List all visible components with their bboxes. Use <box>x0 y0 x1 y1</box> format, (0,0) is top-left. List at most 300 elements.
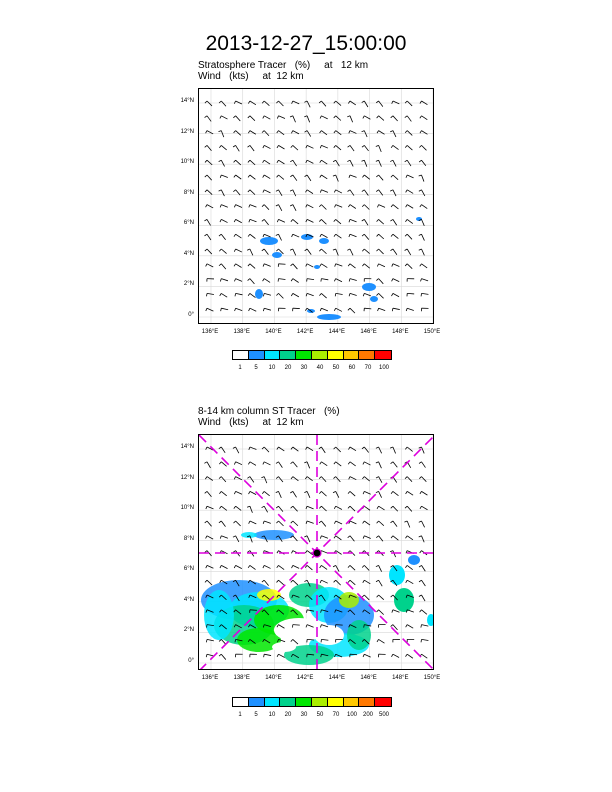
tracer-gap <box>314 625 344 645</box>
wind-barb <box>263 175 271 179</box>
colorbar-bin <box>296 698 312 706</box>
wind-barb <box>362 160 367 167</box>
lat-tick-label: 8°N <box>183 535 194 542</box>
wind-barb <box>291 279 298 283</box>
wind-barb <box>277 565 284 569</box>
colorbar-label: 70 <box>364 365 372 371</box>
wind-barb <box>278 264 285 267</box>
wind-barb <box>363 116 371 119</box>
wind-barb <box>333 249 338 256</box>
wind-barb <box>333 477 340 482</box>
wind-barb <box>220 175 228 178</box>
wind-barb <box>390 249 396 255</box>
wind-barb <box>319 447 325 453</box>
wind-barb <box>377 506 385 510</box>
colorbar-bin <box>359 698 375 706</box>
panel2-map <box>198 434 434 670</box>
wind-barb <box>420 116 427 120</box>
colorbar-bin <box>296 351 312 359</box>
wind-barb <box>290 175 297 181</box>
colorbar-bin <box>265 698 281 706</box>
wind-barb <box>219 264 226 269</box>
wind-barb <box>363 521 370 525</box>
tracer-patch <box>389 565 405 585</box>
main-title: 2013-12-27_15:00:00 <box>205 32 407 55</box>
wind-barb <box>263 521 271 524</box>
wind-barb <box>219 234 226 240</box>
wind-barb <box>291 536 298 541</box>
wind-barb <box>263 234 271 237</box>
wind-barb <box>249 447 257 450</box>
wind-barb <box>392 264 400 267</box>
tracer-patch <box>314 265 320 269</box>
lon-tick-label: 144°E <box>328 675 346 681</box>
wind-barb <box>248 462 256 466</box>
wind-barb <box>276 462 282 468</box>
wind-barb <box>234 175 241 179</box>
wind-barb <box>335 264 343 267</box>
wind-barb <box>362 447 369 452</box>
wind-barb <box>362 234 369 239</box>
colorbar-bin <box>280 351 296 359</box>
wind-barb <box>421 293 428 296</box>
wind-barb <box>319 521 326 526</box>
wind-barb <box>262 491 269 495</box>
wind-barb <box>363 580 371 584</box>
colorbar-label: 5 <box>254 365 258 371</box>
wind-barb <box>219 249 226 254</box>
wind-barb <box>249 205 257 208</box>
wind-barb <box>234 279 242 282</box>
wind-barb <box>377 219 384 224</box>
wind-barb <box>233 145 239 151</box>
wind-barb <box>319 249 326 254</box>
wind-barb <box>349 219 357 222</box>
wind-barb <box>420 506 428 510</box>
colorbar-bin <box>375 351 391 359</box>
wind-barb <box>320 565 327 569</box>
wind-barb <box>206 205 214 208</box>
wind-barb <box>419 145 426 150</box>
wind-barb <box>219 101 226 106</box>
wind-barb <box>390 551 395 557</box>
panel2-subtitle: Wind (kts) at 12 km <box>198 417 304 428</box>
wind-barb <box>291 264 298 269</box>
tracer-patch <box>427 614 434 626</box>
wind-barb <box>419 160 426 166</box>
wind-barb <box>236 654 243 657</box>
wind-barb <box>290 190 296 196</box>
wind-barb <box>219 190 225 196</box>
wind-barb <box>393 639 400 642</box>
colorbar-label: 100 <box>346 712 357 718</box>
tracer-patch <box>204 590 234 640</box>
wind-barb <box>292 234 300 237</box>
wind-barb <box>377 639 385 643</box>
wind-barb <box>305 249 312 255</box>
wind-barb <box>219 447 225 453</box>
wind-barb <box>306 205 314 208</box>
wind-barb <box>349 293 357 296</box>
wind-barb <box>319 293 326 298</box>
wind-barb <box>419 477 426 482</box>
wind-barb <box>205 116 212 122</box>
wind-barb <box>334 116 341 121</box>
wind-barb <box>304 491 310 497</box>
wind-barb <box>348 462 355 466</box>
wind-barb <box>305 175 311 181</box>
wind-barb <box>420 610 427 614</box>
wind-barb <box>362 477 369 481</box>
wind-barb <box>419 234 425 240</box>
wind-barb <box>405 264 412 269</box>
wind-barb <box>204 219 210 225</box>
wind-barb <box>376 565 382 571</box>
wind-barb <box>205 234 211 240</box>
wind-barb <box>348 205 355 209</box>
wind-barb <box>235 308 243 311</box>
wind-barb <box>405 654 412 658</box>
wind-barb <box>377 595 384 600</box>
wind-barb <box>235 293 242 296</box>
colorbar-bin <box>233 698 249 706</box>
wind-barb <box>349 521 357 524</box>
colorbar-label: 500 <box>378 712 389 718</box>
wind-barb <box>277 580 284 585</box>
wind-barb <box>405 101 412 106</box>
lon-tick-label: 138°E <box>233 329 250 335</box>
wind-barb <box>263 160 270 164</box>
wind-barb <box>391 536 398 540</box>
wind-barb <box>319 477 326 482</box>
wind-barb <box>378 308 386 311</box>
panel1-plot <box>199 89 434 324</box>
wind-barb <box>392 308 399 311</box>
wind-barb <box>335 205 343 208</box>
wind-barb <box>320 116 328 119</box>
wind-barb <box>206 639 213 642</box>
wind-barb <box>233 521 240 526</box>
wind-barb <box>262 205 269 210</box>
colorbar-bin <box>375 698 391 706</box>
wind-barb <box>406 625 414 629</box>
colorbar-bin <box>249 351 265 359</box>
wind-barb <box>262 447 269 452</box>
wind-barb <box>262 249 269 255</box>
wind-barb <box>362 565 369 570</box>
wind-barb <box>220 279 228 282</box>
wind-barb <box>391 462 398 467</box>
wind-barb <box>420 205 427 209</box>
wind-barb <box>277 131 284 135</box>
wind-barb <box>219 477 226 482</box>
wind-barb <box>219 654 226 659</box>
colorbar-label: 60 <box>348 365 356 371</box>
wind-barb <box>291 293 299 296</box>
wind-barb <box>320 264 328 268</box>
colorbar-bin <box>280 698 296 706</box>
wind-barb <box>291 506 298 511</box>
wind-barb <box>263 116 271 119</box>
wind-barb <box>348 145 355 151</box>
wind-barb <box>406 205 414 209</box>
wind-barb <box>233 116 240 121</box>
wind-barb <box>334 219 341 224</box>
wind-barb <box>377 205 385 208</box>
wind-barb <box>419 219 425 225</box>
panel2-title: 8-14 km column ST Tracer (%) <box>198 406 340 417</box>
colorbar-label: 1 <box>238 712 242 718</box>
lon-tick-label: 138°E <box>233 675 250 681</box>
wind-barb <box>249 521 257 524</box>
colorbar-label: 10 <box>268 365 276 371</box>
wind-barb <box>376 101 383 107</box>
wind-barb <box>390 219 396 225</box>
wind-barb <box>348 491 355 496</box>
wind-barb <box>419 190 425 196</box>
wind-barb <box>419 175 424 182</box>
wind-barb <box>348 565 355 570</box>
wind-barb <box>221 308 228 311</box>
wind-barb <box>391 234 398 238</box>
lon-tick-label: 144°E <box>328 329 346 335</box>
wind-barb <box>234 506 241 510</box>
wind-barb <box>391 506 398 511</box>
wind-barb <box>233 536 239 542</box>
wind-barb <box>392 279 400 282</box>
wind-barb <box>391 491 398 495</box>
wind-barb <box>206 308 214 311</box>
panel1-map <box>198 88 434 324</box>
wind-barb <box>304 116 309 123</box>
colorbar-label: 50 <box>316 712 324 718</box>
lat-tick-label: 6°N <box>183 566 194 573</box>
wind-barb <box>334 279 342 282</box>
lat-tick-label: 0° <box>188 312 194 318</box>
wind-barb <box>419 521 425 527</box>
wind-barb <box>333 175 338 181</box>
wind-barb <box>405 116 412 122</box>
wind-barb <box>263 462 271 465</box>
wind-barb <box>348 264 355 268</box>
wind-barb <box>234 491 242 494</box>
wind-barb <box>220 116 228 119</box>
wind-barb <box>390 160 396 166</box>
wind-barb <box>391 654 399 657</box>
lat-tick-label: 12°N <box>180 474 194 481</box>
wind-barb <box>248 293 255 297</box>
wind-barb <box>293 308 300 311</box>
wind-barb <box>205 477 212 481</box>
wind-barb <box>319 205 326 210</box>
wind-barb <box>420 491 428 495</box>
wind-barb <box>319 491 326 496</box>
colorbar-bin <box>328 698 344 706</box>
colorbar-label: 50 <box>332 365 340 371</box>
wind-barb <box>349 279 357 282</box>
wind-barb <box>304 462 309 469</box>
wind-barb <box>262 506 268 512</box>
wind-barb <box>290 160 296 166</box>
wind-barb <box>320 462 327 466</box>
wind-barb <box>406 190 414 194</box>
colorbar-label: 5 <box>254 712 258 718</box>
wind-barb <box>405 131 412 136</box>
wind-barb <box>248 234 255 238</box>
tracer-gap <box>272 642 296 652</box>
wind-barb <box>263 190 271 193</box>
wind-barb <box>291 219 298 224</box>
wind-barb <box>290 116 296 122</box>
wind-barb <box>333 565 339 571</box>
wind-barb <box>205 491 212 496</box>
wind-barb <box>291 521 298 526</box>
wind-barb <box>376 249 383 254</box>
wind-barb <box>349 477 357 480</box>
lat-tick-label: 14°N <box>180 444 194 450</box>
wind-barb <box>376 279 383 284</box>
wind-barb <box>263 565 271 568</box>
wind-barb <box>306 160 314 163</box>
wind-barb <box>206 565 214 568</box>
wind-barb <box>390 447 395 453</box>
lat-tick-label: 6°N <box>183 220 194 227</box>
wind-barb <box>379 625 386 628</box>
wind-barb <box>234 264 242 268</box>
colorbar-label: 10 <box>268 712 276 718</box>
wind-barb <box>405 536 412 540</box>
wind-barb <box>233 190 240 195</box>
colorbar-label: 40 <box>316 365 324 371</box>
wind-barb <box>349 175 357 178</box>
wind-barb <box>219 506 226 510</box>
wind-barb <box>218 131 223 138</box>
wind-barb <box>263 145 271 148</box>
wind-barb <box>406 491 414 495</box>
wind-barb <box>391 293 399 296</box>
wind-barb <box>234 477 242 480</box>
lon-tick-label: 150°E <box>423 675 441 681</box>
wind-barb <box>334 447 341 452</box>
wind-barb <box>305 190 312 194</box>
wind-barb <box>262 219 269 224</box>
wind-barb <box>290 205 296 211</box>
lon-tick-label: 142°E <box>296 329 314 335</box>
lon-tick-label: 142°E <box>296 675 314 681</box>
colorbar-bin <box>233 351 249 359</box>
colorbar-bin <box>344 698 360 706</box>
wind-barb <box>277 175 284 179</box>
wind-barb <box>306 506 314 509</box>
wind-barb <box>362 249 369 254</box>
wind-barb <box>349 131 357 134</box>
wind-barb <box>362 205 369 210</box>
wind-barb <box>349 234 357 237</box>
wind-barb <box>421 639 428 642</box>
wind-barb <box>206 536 214 539</box>
wind-barb <box>320 234 328 237</box>
wind-barb <box>405 145 412 150</box>
wind-barb <box>320 145 328 148</box>
wind-barb <box>263 264 271 267</box>
wind-barb <box>376 145 381 151</box>
tracer-patch <box>272 252 282 258</box>
wind-barb <box>377 521 384 526</box>
wind-barb <box>220 565 228 568</box>
wind-barb <box>234 131 241 136</box>
wind-barb <box>306 293 314 296</box>
tracer-patch <box>339 592 359 608</box>
wind-barb <box>391 116 398 121</box>
wind-barb <box>276 101 283 106</box>
wind-barb <box>419 536 424 542</box>
wind-barb <box>306 264 314 267</box>
wind-barb <box>207 279 214 282</box>
lon-tick-label: 140°E <box>265 329 282 335</box>
wind-barb <box>276 521 283 526</box>
wind-barb <box>306 219 314 222</box>
wind-barb <box>220 205 228 208</box>
wind-barb <box>320 308 328 311</box>
wind-barb <box>376 580 382 586</box>
wind-barb <box>347 160 353 166</box>
colorbar-bin <box>359 351 375 359</box>
wind-barb <box>321 279 328 282</box>
wind-barb <box>220 293 228 297</box>
tracer-patch <box>408 555 420 565</box>
wind-barb <box>276 506 283 511</box>
wind-barb <box>249 491 257 494</box>
wind-barb <box>347 249 353 255</box>
colorbar-bin <box>328 351 344 359</box>
wind-barb <box>206 264 214 267</box>
tracer-patch <box>317 314 341 320</box>
lat-tick-label: 12°N <box>180 128 194 135</box>
panel2-plot <box>199 435 434 670</box>
wind-barb <box>419 249 425 255</box>
lon-tick-label: 148°E <box>392 675 409 681</box>
wind-barb <box>207 293 214 296</box>
wind-barb <box>407 293 414 296</box>
storm-center-marker <box>313 549 321 557</box>
wind-barb <box>404 521 409 527</box>
wind-barb <box>249 308 257 311</box>
wind-barb <box>407 639 414 642</box>
wind-barb <box>204 462 210 468</box>
wind-barb <box>334 580 341 585</box>
wind-barb <box>219 160 225 166</box>
panel1-subtitle: Wind (kts) at 12 km <box>198 71 304 82</box>
wind-barb <box>390 521 397 527</box>
wind-barb <box>405 506 412 511</box>
wind-barb <box>304 101 310 107</box>
wind-barb <box>249 219 257 222</box>
wind-barb <box>276 205 282 211</box>
colorbar-label: 70 <box>332 712 340 718</box>
wind-barb <box>420 264 427 268</box>
wind-barb <box>362 101 368 107</box>
wind-barb <box>376 462 382 468</box>
colorbar-bin <box>265 351 281 359</box>
wind-barb <box>406 580 414 584</box>
wind-barb <box>290 249 296 255</box>
wind-barb <box>291 145 298 150</box>
wind-barb <box>376 160 382 166</box>
wind-barb <box>377 234 384 239</box>
wind-barb <box>234 219 242 222</box>
wind-barb <box>405 160 411 166</box>
wind-barb <box>391 175 398 180</box>
